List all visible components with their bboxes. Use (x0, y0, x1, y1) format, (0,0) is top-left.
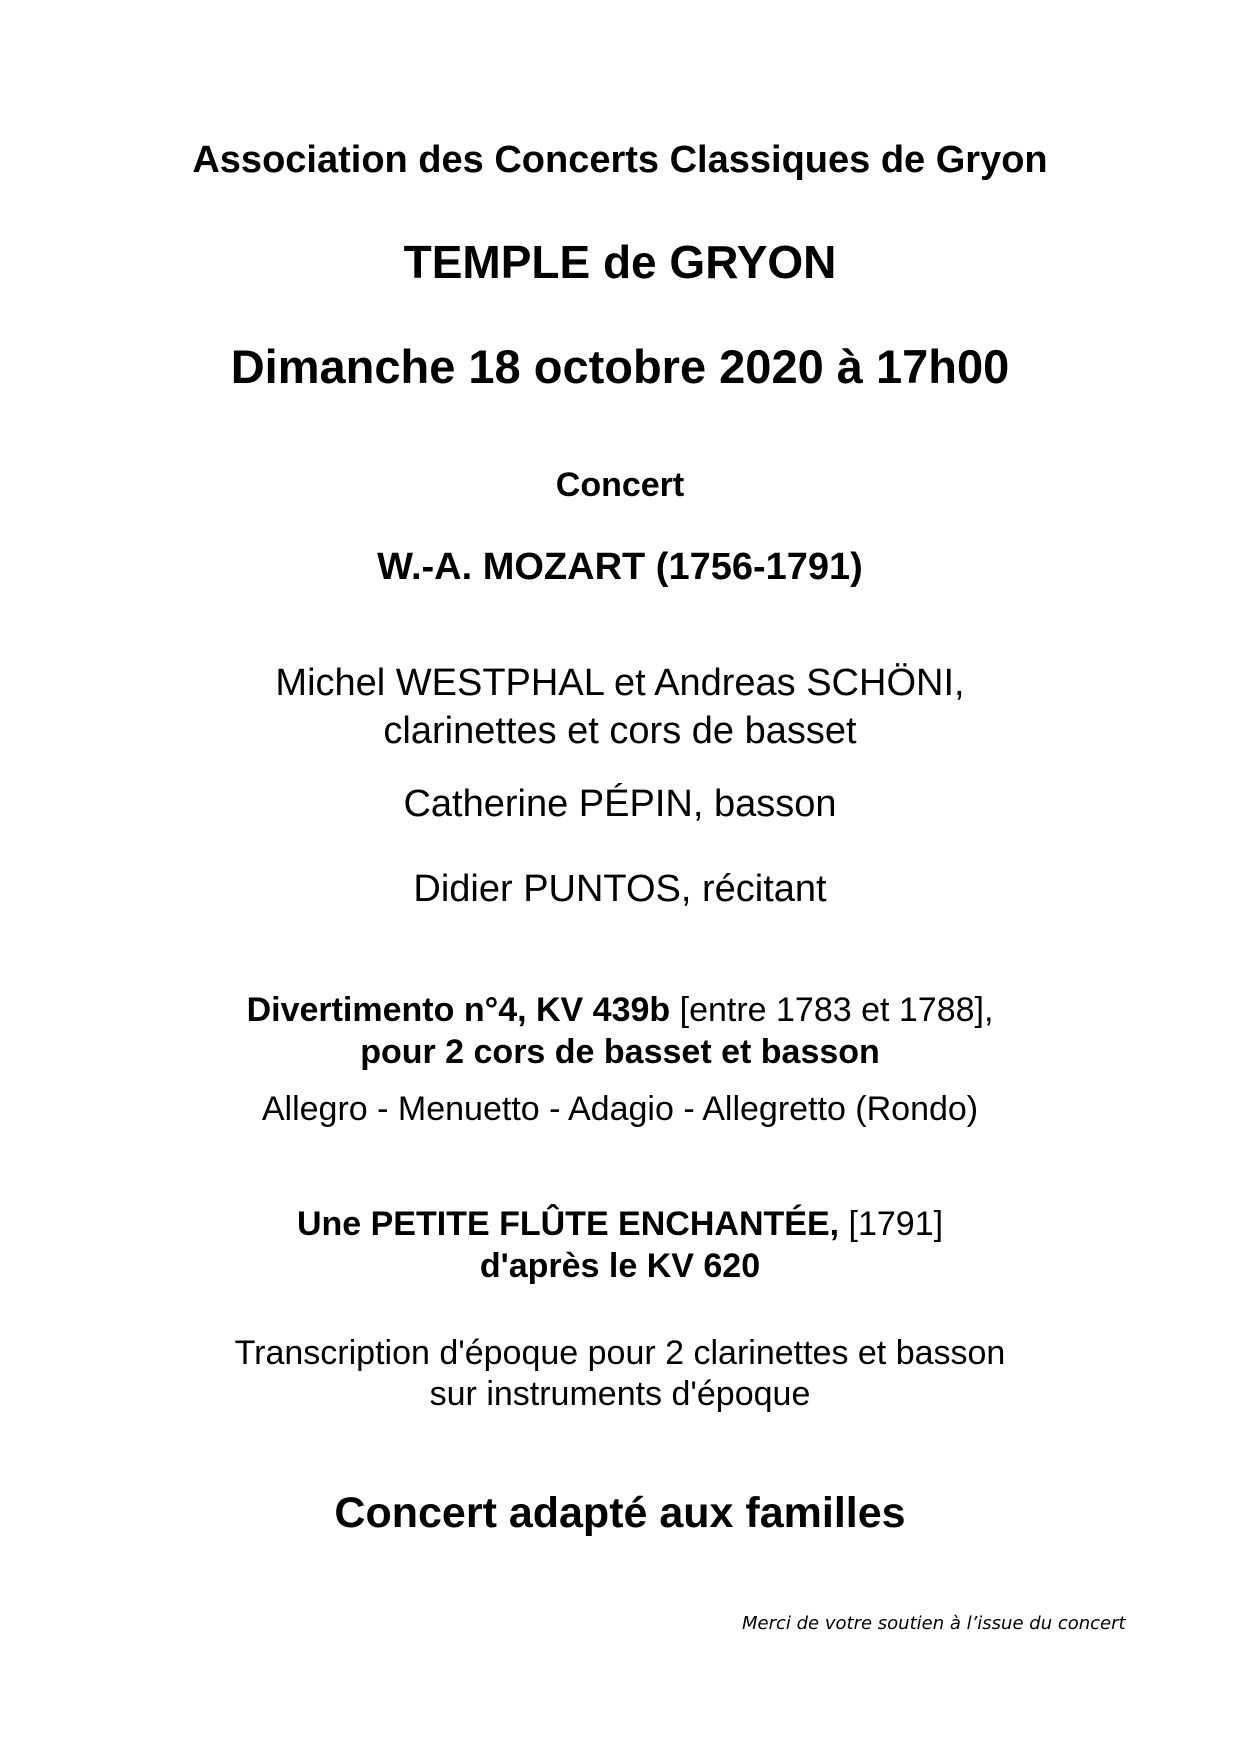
work-1-date: [entre 1783 et 1788], (670, 991, 994, 1029)
work-2-date: [1791] (839, 1205, 944, 1243)
work-2-note-transcription: Transcription d'époque pour 2 clarinettes et basson (234, 1334, 1006, 1372)
venue-title: TEMPLE de GRYON (403, 236, 837, 288)
composer-name: W.-A. MOZART (1756-1791) (377, 546, 863, 588)
work-2-note-instruments: sur instruments d'époque (429, 1375, 811, 1413)
work-1-title: Divertimento n°4, KV 439b (246, 991, 671, 1029)
work-2-subtitle: d'après le KV 620 (479, 1247, 761, 1285)
concert-label: Concert (555, 466, 685, 504)
performer-narrator: Didier PUNTOS, récitant (413, 868, 827, 910)
work-2-title: Une PETITE FLÛTE ENCHANTÉE, (296, 1205, 840, 1243)
performers-clarinets: Michel WESTPHAL et Andreas SCHÖNI, (275, 662, 965, 704)
work-1-movements: Allegro - Menuetto - Adagio - Allegretto (Rondo) (261, 1090, 979, 1128)
families-notice: Concert adapté aux familles (334, 1489, 906, 1537)
concert-datetime: Dimanche 18 octobre 2020 à 17h00 (230, 340, 1010, 393)
work-2-heading (0, 1205, 1240, 1244)
work-1-subtitle: pour 2 cors de basset et basson (360, 1033, 880, 1071)
work-1-heading (0, 991, 1240, 1030)
association-name: Association des Concerts Classiques de Gryon (192, 139, 1048, 181)
performers-clarinets-instruments: clarinettes et cors de basset (383, 710, 857, 752)
performer-bassoon: Catherine PÉPIN, basson (403, 783, 837, 825)
thanks-note: Merci de votre soutien à l’issue du concert (742, 1613, 1126, 1634)
